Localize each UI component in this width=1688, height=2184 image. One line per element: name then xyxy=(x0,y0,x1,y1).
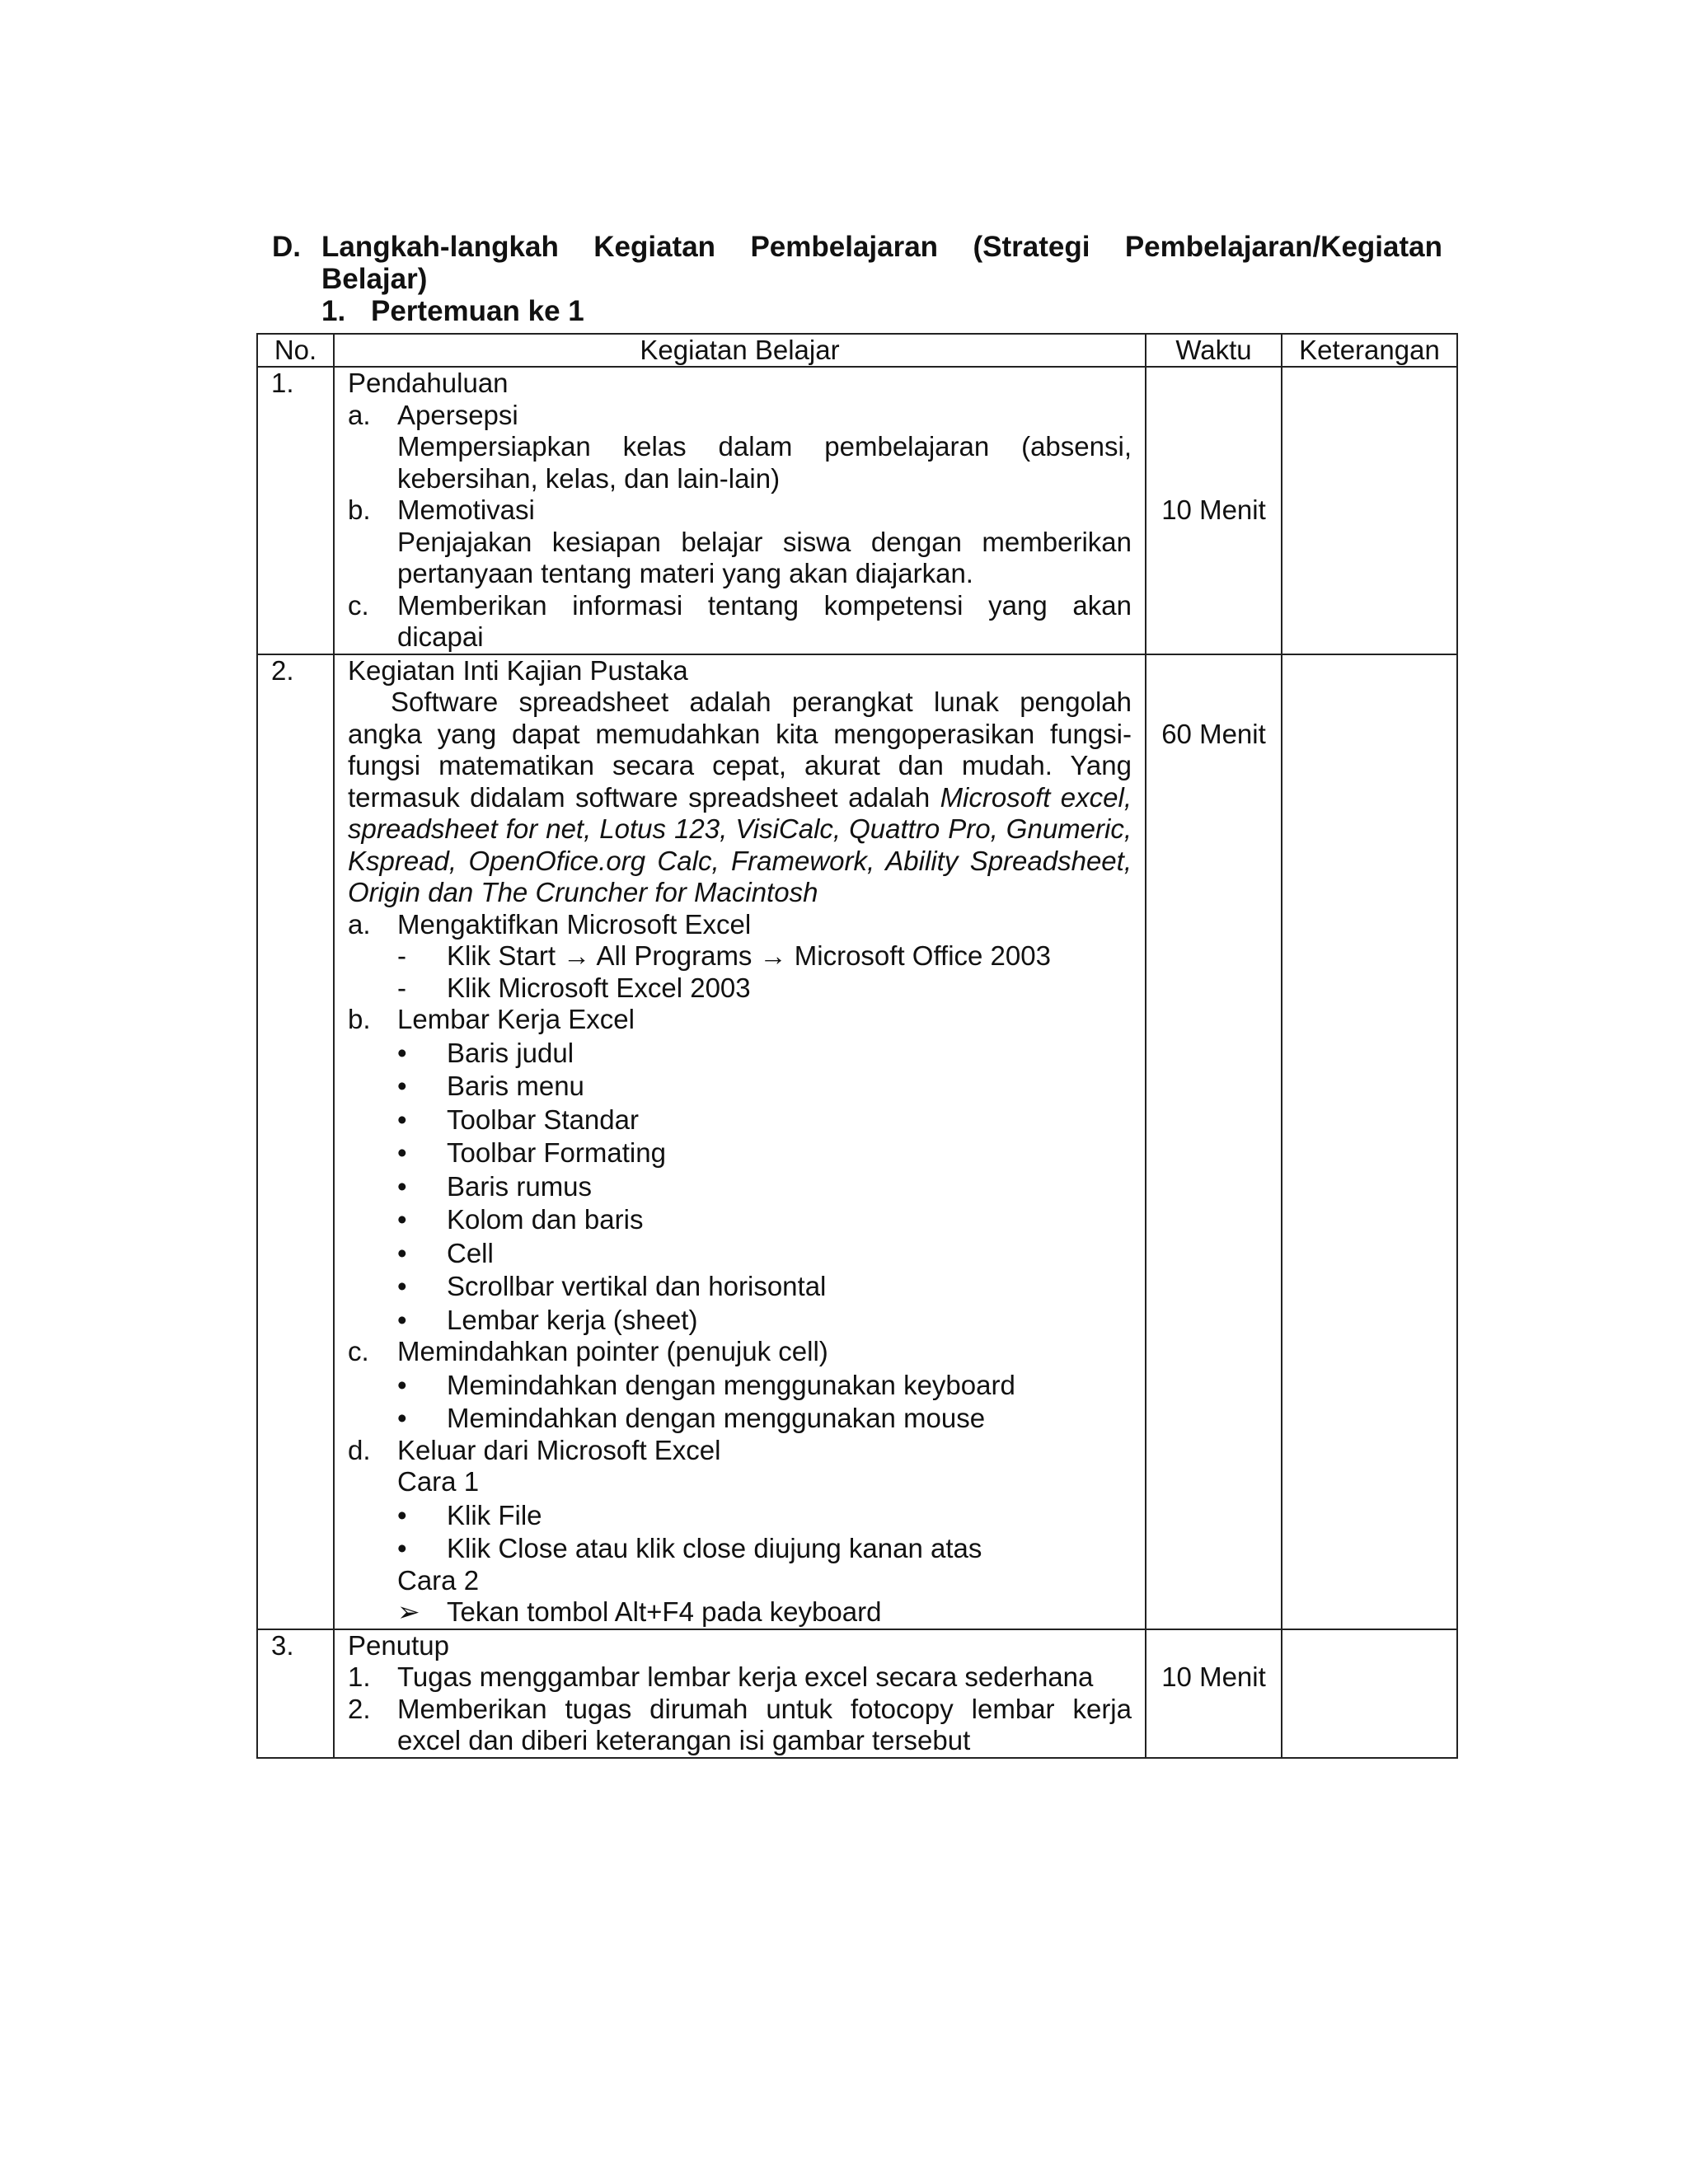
row-notes xyxy=(1282,367,1457,654)
intro-text: Software spreadsheet adalah perangkat lunak pengolah angka yang dapat memudahkan kita mengoperasikan fungsi-fungsi matematikan secara cepat, akurat dan mudah. Yang termasuk didalam software spreadsheet adalah xyxy=(348,687,1132,813)
row-number: 3. xyxy=(257,1629,334,1758)
section-title-line2: Belajar) xyxy=(321,263,428,295)
bullet-icon xyxy=(397,1238,447,1270)
header-keterangan: Keterangan xyxy=(1282,334,1457,367)
bullet-text: Scrollbar vertikal dan horisontal xyxy=(447,1271,827,1301)
dash-marker: - xyxy=(397,940,406,971)
bullet-icon xyxy=(397,1370,447,1402)
step-text: Klik Start → All Programs → Microsoft Office 2003 xyxy=(447,940,1051,971)
bullet-text: Tekan tombol Alt+F4 pada keyboard xyxy=(447,1596,882,1627)
bullet-text: Baris rumus xyxy=(447,1170,593,1202)
section-title-line1: Langkah-langkah Kegiatan Pembelajaran (Strategi Pembelajaran/Kegiatan xyxy=(321,231,1442,263)
row-activity xyxy=(334,654,1146,1629)
bullet-text: Memindahkan dengan menggunakan mouse xyxy=(447,1403,986,1433)
list-item-label: Lembar Kerja Excel xyxy=(397,1004,635,1034)
list-marker: a. xyxy=(348,399,371,430)
list-marker: 1. xyxy=(348,1661,371,1692)
bullet-icon xyxy=(397,1403,447,1435)
bullet-icon xyxy=(397,1305,447,1337)
section-heading xyxy=(272,231,1442,327)
list-item-text: Tugas menggambar lembar kerja excel secara sederhana xyxy=(397,1661,1094,1692)
bullet-icon xyxy=(397,1271,447,1303)
duration-text: 10 Menit xyxy=(1161,494,1266,525)
activity-table xyxy=(256,333,1458,1759)
duration-text: 10 Menit xyxy=(1161,1661,1266,1692)
subsection-number: 1. xyxy=(321,295,346,327)
bullet-text: Lembar kerja (sheet) xyxy=(447,1304,698,1335)
duration-text: 60 Menit xyxy=(1161,718,1266,749)
list-item-label: Keluar dari Microsoft Excel xyxy=(397,1434,721,1465)
list-item-label: Memberikan informasi tentang kompetensi yang akan dicapai xyxy=(397,589,1132,652)
method-label: Cara 2 xyxy=(397,1564,480,1596)
row-number: 2. xyxy=(257,654,334,1629)
section-letter: D. xyxy=(272,231,301,263)
row-duration xyxy=(1146,654,1282,1629)
list-item-desc: Penjajakan kesiapan belajar siswa dengan memberikan pertanyaan tentang materi yang akan diajarkan. xyxy=(397,526,1132,588)
bullet-text: Memindahkan dengan menggunakan keyboard xyxy=(447,1369,1015,1400)
list-marker: b. xyxy=(348,494,371,525)
list-marker: b. xyxy=(348,1004,371,1034)
bullet-text: Cell xyxy=(447,1237,494,1268)
list-item-label: Memindahkan pointer (penujuk cell) xyxy=(397,1336,828,1366)
step-text: Klik Microsoft Excel 2003 xyxy=(447,972,751,1003)
list-item-text: Memberikan tugas dirumah untuk fotocopy lembar kerja excel dan diberi keterangan isi gambar tersebut xyxy=(397,1693,1132,1755)
row-duration xyxy=(1146,367,1282,654)
row-duration xyxy=(1146,1629,1282,1758)
list-item-desc: Mempersiapkan kelas dalam pembelajaran (absensi, kebersihan, kelas, dan lain-lain) xyxy=(397,431,1132,494)
list-marker: c. xyxy=(348,589,369,621)
row-activity xyxy=(334,1629,1146,1758)
header-no: No. xyxy=(257,334,334,367)
bullet-icon xyxy=(397,1533,447,1565)
bullet-text: Klik File xyxy=(447,1499,542,1530)
bullet-text: Toolbar Formating xyxy=(447,1137,666,1168)
subsection-title: Pertemuan ke 1 xyxy=(371,295,584,327)
bullet-text: Kolom dan baris xyxy=(447,1204,644,1235)
list-marker: c. xyxy=(348,1336,369,1366)
row-number: 1. xyxy=(257,367,334,654)
bullet-text: Klik Close atau klik close diujung kanan atas xyxy=(447,1533,982,1563)
header-kegiatan: Kegiatan Belajar xyxy=(334,334,1146,367)
bullet-icon xyxy=(397,1137,447,1169)
header-waktu: Waktu xyxy=(1146,334,1282,367)
bullet-icon xyxy=(397,1071,447,1103)
table-row xyxy=(257,1629,1457,1758)
row-notes xyxy=(1282,1629,1457,1758)
arrow-bullet-icon: ➢ xyxy=(397,1596,420,1627)
method-label: Cara 1 xyxy=(397,1466,480,1497)
list-item-label: Apersepsi xyxy=(397,399,518,430)
list-marker: d. xyxy=(348,1434,371,1465)
row-title: Penutup xyxy=(348,1629,449,1661)
row-title: Pendahuluan xyxy=(348,368,509,398)
intro-paragraph xyxy=(348,687,1132,909)
table-row xyxy=(257,654,1457,1629)
bullet-icon xyxy=(397,1104,447,1137)
row-activity xyxy=(334,367,1146,654)
intro-software-list: Microsoft excel, spreadsheet for net, Lotus 123, VisiCalc, Quattro Pro, Gnumeric, Kspread, OpenOfice.org Calc, Framework, Ability Spreadsheet, Origin dan The Cruncher for Macintosh xyxy=(348,781,1132,907)
dash-marker: - xyxy=(397,972,406,1003)
bullet-text: Baris menu xyxy=(447,1071,584,1101)
table-header-row xyxy=(257,334,1457,367)
bullet-icon xyxy=(397,1500,447,1532)
row-title: Kegiatan Inti Kajian Pustaka xyxy=(348,654,688,686)
row-notes xyxy=(1282,654,1457,1629)
list-marker: 2. xyxy=(348,1693,371,1724)
list-item-label: Memotivasi xyxy=(397,494,535,525)
bullet-icon xyxy=(397,1171,447,1203)
bullet-text: Toolbar Standar xyxy=(447,1104,639,1135)
list-marker: a. xyxy=(348,908,371,940)
bullet-icon xyxy=(397,1038,447,1070)
table-row xyxy=(257,367,1457,654)
bullet-text: Baris judul xyxy=(447,1037,574,1068)
list-item-label: Mengaktifkan Microsoft Excel xyxy=(397,908,752,940)
bullet-icon xyxy=(397,1204,447,1236)
